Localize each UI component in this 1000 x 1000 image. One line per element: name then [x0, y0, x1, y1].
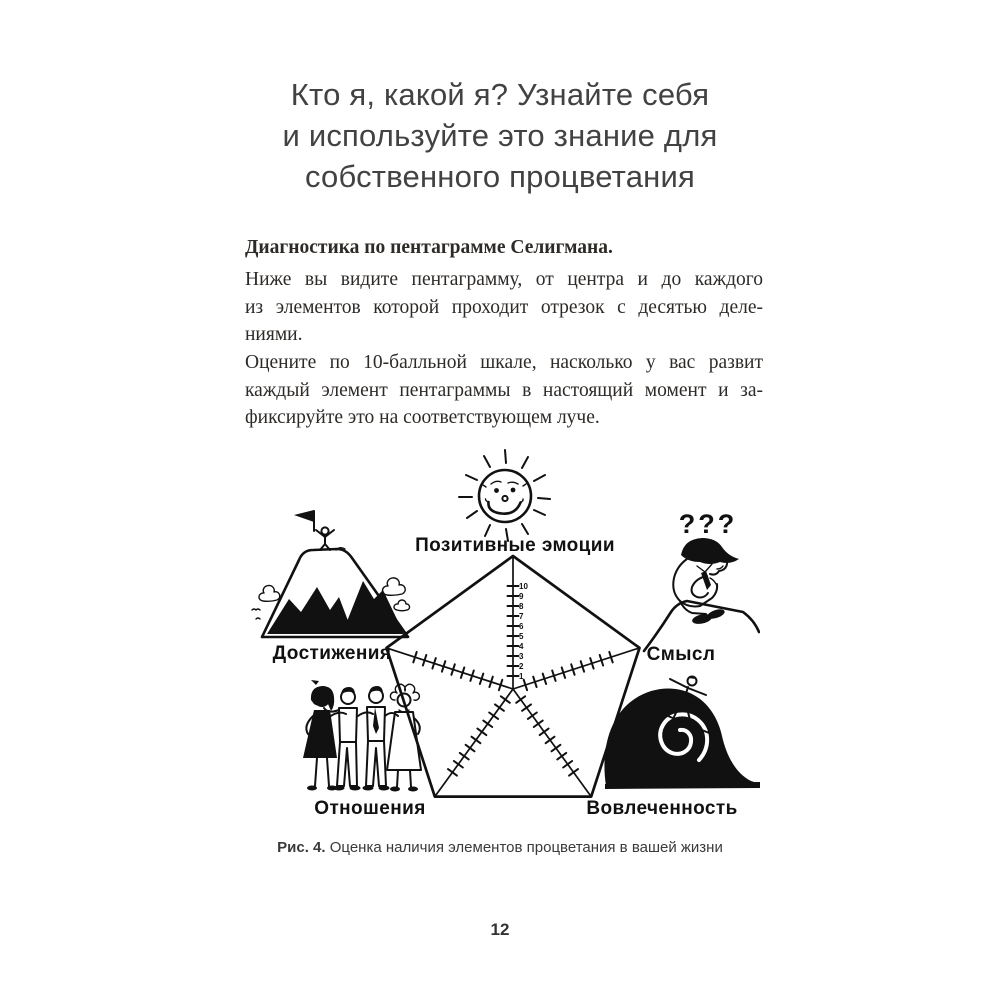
figure-caption-text: Оценка наличия элементов процветания в вашей жизни	[329, 839, 723, 856]
svg-text:3: 3	[519, 652, 524, 661]
paragraph-1-line: из элементов которой проходит отрезок с десятью деле-	[245, 296, 763, 318]
title-line-3: собственного процветания	[305, 159, 695, 194]
sun-icon	[459, 450, 550, 541]
svg-text:4: 4	[519, 642, 524, 651]
paragraph-1	[245, 266, 763, 349]
page-title	[0, 74, 1000, 197]
paragraph-1-line: ниями.	[245, 324, 303, 345]
paragraph-2-line: Оцените по 10-балльной шкале, насколько у вас развит	[245, 352, 763, 373]
axis-label-relationships: Отношения	[314, 798, 426, 819]
wave-surfer-icon	[604, 676, 760, 789]
svg-text:2: 2	[519, 662, 524, 671]
paragraph-2-line: каждый элемент пентаграммы в настоящий момент и за-	[245, 379, 763, 401]
figure-caption-label: Рис. 4.	[277, 839, 326, 856]
svg-text:6: 6	[519, 622, 524, 631]
mountain-flag-icon	[252, 510, 410, 637]
svg-text:7: 7	[519, 612, 524, 621]
axis-label-meaning: Смысл	[646, 644, 716, 665]
question-marks: ???	[678, 509, 738, 539]
thinking-man-icon	[644, 509, 759, 651]
figure-pentagram	[240, 438, 760, 828]
page-number: 12	[490, 920, 510, 939]
svg-text:10: 10	[519, 582, 528, 591]
figure-caption	[0, 839, 1000, 856]
svg-text:1: 1	[519, 672, 524, 681]
paragraph-2-line: фиксируйте это на соответствующем луче.	[245, 407, 600, 428]
title-line-1: Кто я, какой я? Узнайте себя	[290, 77, 710, 112]
paragraph-2	[245, 349, 763, 432]
svg-text:8: 8	[519, 602, 524, 611]
axis-label-achievements: Достижения	[272, 643, 392, 664]
axis-label-engagement: Вовлеченность	[586, 798, 738, 819]
pentagram-axes	[387, 556, 640, 797]
svg-text:5: 5	[519, 632, 524, 641]
section-heading: Диагностика по пентаграмме Селигмана.	[245, 237, 613, 258]
paragraph-1-line: Ниже вы видите пентаграмму, от центра и до каждого	[245, 269, 763, 290]
axis-label-positive-emotions: Позитивные эмоции	[415, 535, 615, 556]
title-line-2: и используйте это знание для	[282, 118, 718, 153]
svg-text:9: 9	[519, 592, 524, 601]
